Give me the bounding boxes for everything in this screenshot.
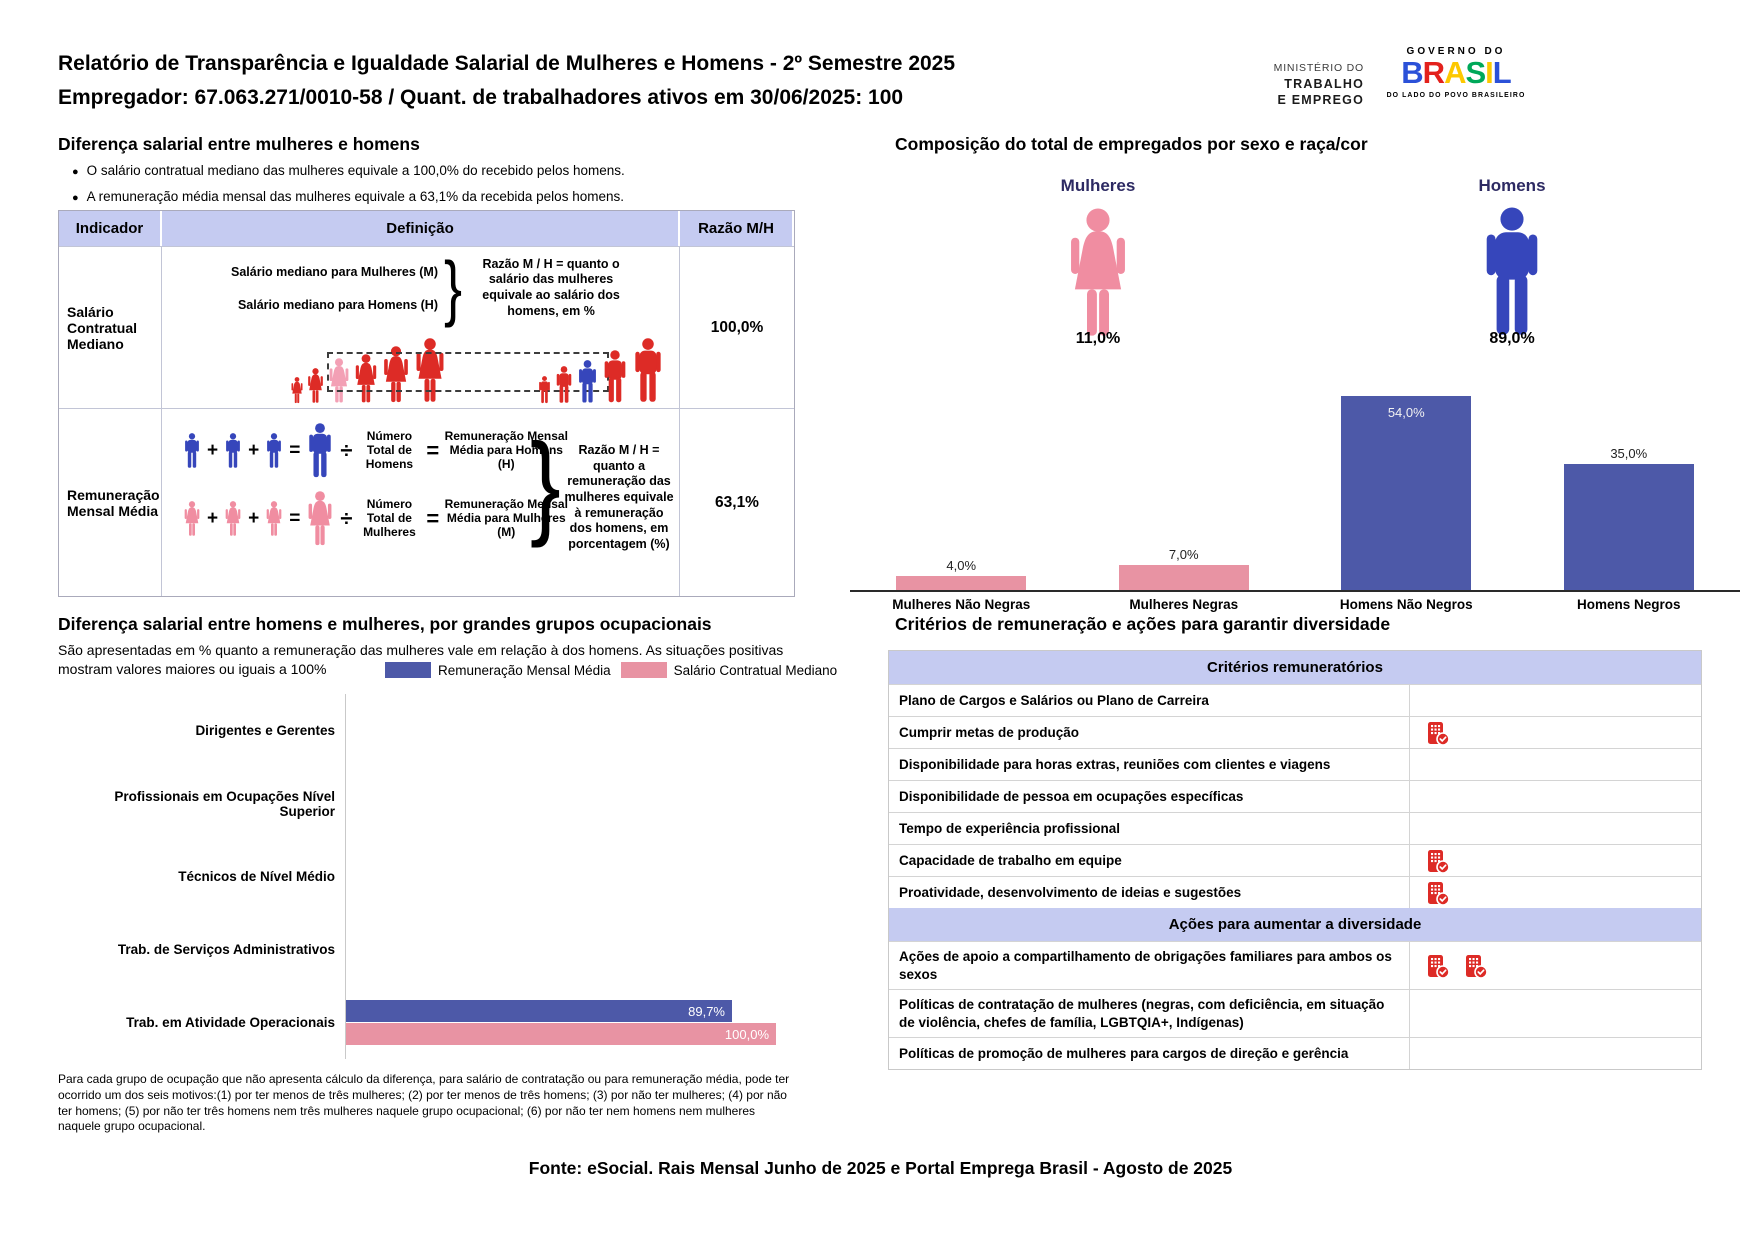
bullet-text: O salário contratual mediano das mulheres equivale a 100,0% do recebido pelos homens.	[86, 163, 625, 178]
occupational-row	[58, 840, 795, 913]
equals-operator: =	[426, 438, 440, 463]
criteria-label: Políticas de contratação de mulheres (negras, com deficiência, em situação de violência, chefes de família, LGBTQIA+, Indígenas)	[899, 997, 1385, 1030]
bullet-text: A remuneração média mensal das mulheres equivale a 63,1% da recebida pelos homens.	[86, 189, 624, 204]
woman-figure-icon	[1061, 208, 1135, 340]
median-label-men: Salário mediano para Homens (H)	[237, 297, 438, 312]
composition-bar	[1119, 565, 1249, 590]
legend-item-salario	[621, 662, 838, 678]
woman-icon	[223, 501, 243, 537]
criteria-label: Disponibilidade de pessoa em ocupações específicas	[899, 788, 1244, 804]
occupational-row	[58, 986, 795, 1059]
criteria-row	[889, 941, 1701, 989]
employer-subtitle: Empregador: 67.063.271/0010-58 / Quant. de trabalhadores ativos em 30/06/2025: 100	[58, 86, 904, 109]
ministry-logo	[1252, 62, 1364, 108]
criteria-label: Disponibilidade para horas extras, reuniões com clientes e viagens	[899, 756, 1331, 772]
ministry-logo-line1: MINISTÉRIO DO	[1273, 62, 1364, 74]
woman-icon	[306, 368, 325, 404]
woman-icon	[182, 501, 202, 537]
equals-operator: =	[426, 506, 440, 531]
woman-icon	[290, 377, 304, 404]
company-check-icon	[1424, 880, 1450, 906]
occupational-row	[58, 767, 795, 840]
criteria-label: Capacidade de trabalho em equipe	[899, 852, 1122, 868]
divide-operator: ÷	[340, 438, 353, 463]
legend-label: Remuneração Mensal Média	[438, 662, 611, 678]
governo-logo-top: GOVERNO DO	[1406, 46, 1506, 57]
occupational-category-label: Trab. em Atividade Operacionais	[126, 1015, 335, 1030]
equals-operator: =	[289, 508, 301, 529]
divide-operator: ÷	[340, 506, 353, 531]
composition-bar-column	[1073, 547, 1296, 590]
woman-icon	[264, 501, 284, 537]
criteria-checks-cell	[1409, 845, 1701, 876]
average-ratio-note: Razão M / H = quanto a remuneração das mulheres equivale à remuneração dos homens, em porcentagem (%)	[564, 443, 674, 551]
source-footer: Fonte: eSocial. Rais Mensal Junho de 2025 e Portal Emprega Brasil - Agosto de 2025	[528, 1158, 1233, 1178]
criteria-table	[888, 650, 1702, 1070]
composition-bar	[896, 576, 1026, 590]
composition-value-label: 7,0%	[1168, 547, 1199, 562]
criteria-row	[889, 716, 1701, 748]
legend-label: Salário Contratual Mediano	[673, 662, 838, 678]
occupational-category-label: Profissionais em Ocupações Nível Superior	[114, 788, 335, 819]
women-result-label: Remuneração Mensal Média para Mulheres (M)	[444, 497, 568, 539]
composition-bar-column	[850, 558, 1073, 590]
median-ratio-note: Razão M / H = quanto o salário das mulheres equivale ao salário dos homens, em %	[482, 256, 620, 318]
legend-swatch-blue	[385, 662, 431, 678]
equals-operator: =	[289, 440, 301, 461]
legend-swatch-pink	[621, 662, 667, 678]
criteria-row	[889, 684, 1701, 716]
men-group-label: Homens	[1478, 176, 1546, 195]
brace-icon: }	[444, 247, 463, 329]
composition-value-label: 54,0%	[1387, 405, 1425, 420]
brasil-logo-letter: I	[1485, 55, 1493, 90]
salary-gap-title: Diferença salarial entre mulheres e homens	[58, 134, 420, 154]
criteria-section-header: Ações para aumentar a diversidade	[889, 908, 1701, 941]
occupational-legend	[385, 662, 837, 678]
col-header-definicao: Definição	[162, 211, 680, 246]
occupational-footnote: Para cada grupo de ocupação que não apresenta cálculo da diferença, para salário de contratação ou para remuneração média, pode ter ocorrido um dos seis motivos:(1) por ter menos de três mulheres; (2) por ter menos de três homens; (3) por não ter mulheres; (4) por não ter homens; (5) por não ter três homens nem três mulheres naquele grupo ocupacional; (6) por não ter nem homens nem mulheres naquele grupo ocupacional.	[58, 1072, 790, 1134]
women-divisor-label: Número Total de Mulheres	[363, 497, 416, 539]
man-icon	[601, 350, 629, 404]
ministry-logo-line3: E EMPREGO	[1277, 92, 1364, 107]
company-check-icon	[1424, 720, 1450, 746]
criteria-row	[889, 989, 1701, 1037]
occupational-category-label: Trab. de Serviços Administrativos	[117, 942, 335, 957]
men-result-label: Remuneração Mensal Média para Homens (H)	[444, 429, 568, 471]
man-icon	[554, 366, 574, 404]
criteria-checks-cell	[1409, 942, 1701, 989]
composition-chart-bars	[850, 363, 1740, 590]
man-icon	[223, 433, 243, 469]
median-pictogram	[162, 310, 679, 404]
criteria-row	[889, 748, 1701, 780]
report-title: Relatório de Transparência e Igualdade Salarial de Mulheres e Homens - 2º Semestre 2025	[58, 52, 956, 75]
criteria-row	[889, 844, 1701, 876]
governo-brasil-logo	[1382, 46, 1530, 99]
bullet-item	[72, 163, 625, 178]
plus-operator: +	[248, 440, 260, 461]
bullet-icon: ●	[72, 166, 79, 178]
composition-bar-column	[1295, 396, 1518, 590]
man-icon	[305, 423, 335, 479]
occupational-bars	[345, 913, 795, 986]
man-icon	[264, 433, 284, 469]
definition-remuneracao-media	[162, 408, 680, 596]
ministry-logo-line2: TRABALHO	[1284, 76, 1364, 91]
plus-operator: +	[207, 508, 219, 529]
occupational-category-label: Técnicos de Nível Médio	[178, 869, 335, 884]
man-icon	[537, 376, 552, 404]
criteria-checks-cell	[1409, 990, 1701, 1037]
median-label-women: Salário mediano para Mulheres (M)	[231, 264, 438, 279]
composition-value-label: 4,0%	[946, 558, 977, 573]
occupational-bars	[345, 986, 795, 1059]
composition-bar	[1341, 396, 1471, 590]
bullet-item	[72, 189, 625, 204]
women-percentage: 11,0%	[1075, 330, 1121, 347]
indicator-table	[58, 210, 795, 597]
criteria-title: Critérios de remuneração e ações para garantir diversidade	[895, 614, 1391, 634]
women-average-formula	[182, 489, 568, 549]
occupational-bar	[346, 1000, 732, 1022]
occupational-bar	[346, 1023, 776, 1045]
men-average-formula	[182, 421, 568, 481]
criteria-row	[889, 876, 1701, 908]
indicator-salario-contratual: Salário Contratual Mediano	[59, 246, 162, 408]
occupational-bars	[345, 767, 795, 840]
composition-chart-categories	[850, 597, 1740, 612]
brasil-logo-letter: R	[1422, 55, 1445, 90]
indicator-remuneracao-media: Remuneração Mensal Média	[59, 408, 162, 596]
definition-salario-contratual	[162, 246, 680, 408]
criteria-checks-cell	[1409, 685, 1701, 716]
salary-gap-bullets	[72, 163, 625, 215]
composition-category-label: Mulheres Negras	[1129, 597, 1239, 612]
composition-category-label: Mulheres Não Negras	[892, 597, 1031, 612]
composition-category-label: Homens Negros	[1576, 597, 1681, 612]
brasil-logo-letter: A	[1444, 55, 1466, 90]
company-check-icon	[1424, 848, 1450, 874]
brasil-logo-letter: S	[1465, 55, 1486, 90]
men-divisor-label: Número Total de Homens	[365, 429, 414, 471]
man-icon	[182, 433, 202, 469]
composition-chart-axis	[850, 590, 1740, 592]
woman-icon	[305, 491, 335, 547]
ratio-salario-contratual: 100,0%	[680, 246, 794, 408]
criteria-label: Políticas de promoção de mulheres para cargos de direção e gerência	[899, 1045, 1349, 1061]
composition-title: Composição do total de empregados por sexo e raça/cor	[895, 134, 1368, 154]
occupational-bars	[345, 694, 795, 767]
criteria-checks-cell	[1409, 1038, 1701, 1069]
ratio-remuneracao-media: 63,1%	[680, 408, 794, 596]
occupational-bar-value: 100,0%	[724, 1026, 769, 1042]
criteria-section-header: Critérios remuneratórios	[889, 651, 1701, 684]
criteria-row	[889, 1037, 1701, 1069]
company-check-icon	[1462, 953, 1488, 979]
composition-value-label: 35,0%	[1610, 446, 1648, 461]
occupational-row	[58, 913, 795, 986]
brace-icon: }	[530, 421, 561, 549]
bullet-icon: ●	[72, 192, 79, 204]
occupational-row	[58, 694, 795, 767]
criteria-checks-cell	[1409, 813, 1701, 844]
women-group-label: Mulheres	[1060, 176, 1136, 195]
occupational-subtitle: São apresentadas em % quanto a remuneração das mulheres vale em relação à dos homens. As situações positivas mostram valores maiores ou iguais a 100%	[58, 642, 784, 677]
criteria-row	[889, 780, 1701, 812]
man-icon	[631, 338, 665, 404]
company-check-icon	[1424, 953, 1450, 979]
criteria-label: Tempo de experiência profissional	[899, 820, 1121, 836]
occupational-title: Diferença salarial entre homens e mulheres, por grandes grupos ocupacionais	[58, 614, 712, 634]
criteria-label: Proatividade, desenvolvimento de ideias e sugestões	[899, 884, 1242, 900]
criteria-label: Ações de apoio a compartilhamento de obrigações familiares para ambos os sexos	[899, 949, 1392, 982]
man-figure-icon	[1479, 206, 1545, 340]
occupational-chart	[58, 694, 795, 1059]
occupational-category-label: Dirigentes e Gerentes	[195, 723, 335, 738]
median-man-icon	[576, 360, 599, 404]
criteria-label: Plano de Cargos e Salários ou Plano de Carreira	[899, 692, 1209, 708]
criteria-checks-cell	[1409, 877, 1701, 908]
composition-bar	[1564, 464, 1694, 590]
legend-item-remuneracao	[385, 662, 611, 678]
brasil-logo-name	[1382, 57, 1530, 90]
composition-bar-column	[1518, 446, 1741, 590]
plus-operator: +	[248, 508, 260, 529]
men-percentage: 89,0%	[1489, 330, 1535, 347]
occupational-bar-value: 89,7%	[688, 1003, 725, 1019]
composition-category-label: Homens Não Negros	[1339, 597, 1473, 612]
criteria-label: Cumprir metas de produção	[899, 724, 1080, 740]
criteria-checks-cell	[1409, 749, 1701, 780]
men-group-pictogram	[537, 338, 665, 404]
brasil-logo-letter: L	[1492, 55, 1511, 90]
col-header-razao: Razão M/H	[680, 211, 794, 246]
governo-logo-tagline: DO LADO DO POVO BRASILEIRO	[1386, 91, 1526, 99]
plus-operator: +	[207, 440, 219, 461]
criteria-checks-cell	[1409, 781, 1701, 812]
average-formulas	[182, 421, 568, 557]
criteria-row	[889, 812, 1701, 844]
occupational-bars	[345, 840, 795, 913]
criteria-checks-cell	[1409, 717, 1701, 748]
brasil-logo-letter: B	[1401, 55, 1423, 90]
col-header-indicador: Indicador	[59, 211, 162, 246]
